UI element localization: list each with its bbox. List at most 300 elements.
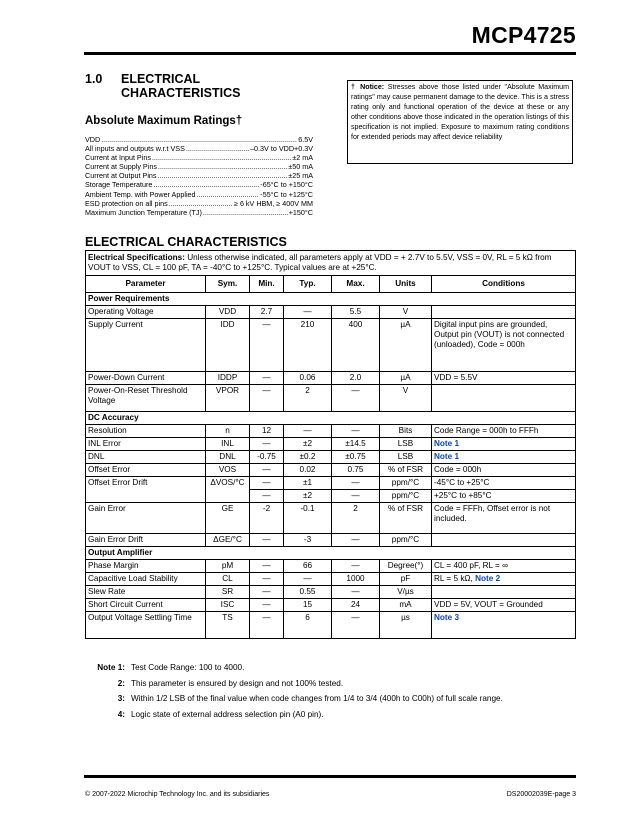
typ-cell — [284, 503, 332, 534]
conditions-cell — [432, 534, 576, 547]
leader-dots — [186, 144, 249, 153]
cell-text: Short Circuit Current — [88, 600, 163, 609]
table-row — [86, 560, 576, 573]
cell-text: — — [351, 426, 360, 435]
abs-max-label: All inputs and outputs w.r.t VSS — [85, 144, 185, 154]
max-cell — [332, 560, 380, 573]
typ-cell — [284, 425, 332, 438]
group-title: Power Requirements — [86, 293, 576, 306]
note-link[interactable]: Note 1 — [434, 452, 460, 461]
param-cell — [86, 560, 206, 573]
cell-text: % of FSR — [387, 504, 424, 513]
notice-text: Stresses above those listed under "Absolute Maximum ratings" may cause permanent damage to the device. This is a stress rating only and functional operation of the device at these or any other conditions above those indicated in the operation listings of this specification is not implied. Exposure to maximum rating conditions for extended periods may affect device reliability — [351, 83, 569, 141]
cell-text: Code = FFFh, Offset error is not included. — [434, 504, 551, 523]
conditions-cell — [432, 451, 576, 464]
cell-text: Gain Error Drift — [88, 535, 144, 544]
cell-text: — — [262, 535, 271, 544]
cell-text: VDD — [218, 307, 237, 316]
symbol-cell — [206, 612, 250, 639]
table-row — [86, 477, 576, 490]
leader-dots — [169, 199, 233, 208]
cell-text: % of FSR — [387, 465, 424, 474]
cell-text: 15 — [302, 600, 313, 609]
min-cell — [250, 477, 284, 490]
units-cell — [380, 464, 432, 477]
cell-text: GE — [221, 504, 234, 513]
max-cell — [332, 612, 380, 639]
cell-text: pM — [221, 561, 234, 570]
abs-max-item — [85, 180, 313, 189]
abs-max-value: -55°C to +125°C — [260, 189, 313, 199]
cell-text: ±0.2 — [299, 452, 316, 461]
cell-text: ±14.5 — [345, 439, 366, 448]
cell-text: V — [402, 307, 409, 316]
symbol-cell — [206, 477, 250, 503]
abs-max-label: Maximum Junction Temperature (TJ) — [85, 207, 202, 217]
electrical-characteristics-table — [85, 250, 576, 639]
col-header: Min. — [250, 276, 284, 293]
cell-text: ppm/°C — [391, 478, 420, 487]
leader-dots — [203, 208, 288, 217]
param-cell — [86, 451, 206, 464]
group-title: Output Amplifier — [86, 547, 576, 560]
units-cell — [380, 425, 432, 438]
table-row — [86, 385, 576, 412]
symbol-cell — [206, 372, 250, 385]
typ-cell — [284, 612, 332, 639]
abs-max-item — [85, 171, 313, 180]
col-header: Typ. — [284, 276, 332, 293]
footer-copyright: © 2007-2022 Microchip Technology Inc. and its subsidiaries — [85, 791, 270, 798]
param-cell — [86, 438, 206, 451]
abs-max-item — [85, 135, 313, 144]
cell-text: 0.55 — [299, 587, 316, 596]
min-cell — [250, 451, 284, 464]
param-cell — [86, 306, 206, 319]
cell-text: 5.5 — [349, 307, 362, 316]
section-heading — [85, 72, 281, 100]
note-item — [85, 676, 503, 692]
note-item — [85, 707, 503, 723]
note-link[interactable]: Note 1 — [434, 439, 460, 448]
leader-dots — [152, 153, 291, 162]
table-row — [86, 573, 576, 586]
cell-text: — — [262, 478, 271, 487]
spec-note — [86, 251, 576, 276]
max-cell — [332, 319, 380, 372]
symbol-cell — [206, 451, 250, 464]
col-header: Conditions — [432, 276, 576, 293]
note-link[interactable]: Note 3 — [434, 613, 460, 622]
min-cell — [250, 438, 284, 451]
cell-text: — — [303, 307, 312, 316]
cell-text: V/µs — [397, 587, 414, 596]
min-cell — [250, 586, 284, 599]
cell-text: VDD = 5V, VOUT = Grounded — [434, 600, 543, 609]
typ-cell — [284, 306, 332, 319]
cell-text: — — [262, 373, 271, 382]
max-cell — [332, 573, 380, 586]
conditions-cell — [432, 464, 576, 477]
param-cell — [86, 503, 206, 534]
cell-text: Phase Margin — [88, 561, 139, 570]
notice-label: † Notice: — [351, 83, 385, 91]
min-cell — [250, 464, 284, 477]
abs-max-value: ±25 mA — [288, 171, 313, 181]
header-rule — [84, 52, 576, 55]
symbol-cell — [206, 464, 250, 477]
param-cell — [86, 372, 206, 385]
cell-text: 2 — [353, 504, 358, 513]
param-cell — [86, 599, 206, 612]
abs-max-item — [85, 144, 313, 153]
conditions-cell — [432, 612, 576, 639]
cell-text: +25°C to +85°C — [434, 491, 492, 500]
conditions-cell — [432, 372, 576, 385]
units-cell — [380, 385, 432, 412]
cell-text: — — [262, 574, 271, 583]
cell-text: CL = 400 pF, RL = ∞ — [434, 561, 508, 570]
cell-text: — — [303, 574, 312, 583]
cell-text: µs — [401, 613, 410, 622]
cell-text: -3 — [303, 535, 312, 544]
cell-text: V — [402, 386, 409, 395]
cell-text: — — [351, 491, 360, 500]
cell-text: ppm/°C — [391, 535, 420, 544]
units-cell — [380, 438, 432, 451]
param-cell — [86, 612, 206, 639]
cell-text: — — [351, 535, 360, 544]
footer-page: DS20002039E-page 3 — [506, 791, 576, 798]
cell-text: — — [351, 386, 360, 395]
conditions-cell — [432, 560, 576, 573]
group-title: DC Accuracy — [86, 412, 576, 425]
conditions-cell — [432, 319, 576, 372]
section-number: 1.0 — [85, 72, 103, 86]
min-cell — [250, 319, 284, 372]
cell-text: Slew Rate — [88, 587, 126, 596]
cell-text: IDD — [220, 320, 235, 329]
cell-text: — — [262, 561, 271, 570]
cell-text: Offset Error Drift — [88, 478, 148, 487]
cell-text: Output Voltage Settling Time — [88, 613, 192, 622]
conditions-cell — [432, 385, 576, 412]
cell-text: 2.7 — [260, 307, 273, 316]
cell-text: CL — [222, 574, 233, 583]
typ-cell — [284, 599, 332, 612]
cell-text: µA — [400, 320, 411, 329]
table-row — [86, 503, 576, 534]
cell-text: — — [262, 587, 271, 596]
cell-text: 66 — [302, 561, 313, 570]
cell-text: DNL — [219, 452, 236, 461]
leader-dots — [197, 190, 260, 199]
param-cell — [86, 385, 206, 412]
units-cell — [380, 372, 432, 385]
max-cell — [332, 477, 380, 490]
min-cell — [250, 560, 284, 573]
cell-text: — — [351, 587, 360, 596]
note-number: 2: — [117, 678, 125, 688]
leader-dots — [101, 135, 297, 144]
leader-dots — [158, 162, 287, 171]
symbol-cell — [206, 503, 250, 534]
cell-text: — — [262, 491, 271, 500]
cell-text: Capacitive Load Stability — [88, 574, 178, 583]
units-cell — [380, 612, 432, 639]
cell-text: 2 — [305, 386, 310, 395]
cell-text: 0.02 — [299, 465, 316, 474]
typ-cell — [284, 477, 332, 490]
max-cell — [332, 534, 380, 547]
note-text: Within 1/2 LSB of the final value when code changes from 1/4 to 3/4 (400h to C00h) of full scale range. — [131, 694, 503, 703]
symbol-cell — [206, 438, 250, 451]
table-row — [86, 451, 576, 464]
group-row — [86, 412, 576, 425]
cell-text: -0.75 — [257, 452, 276, 461]
cell-text: Power-On-Reset Threshold Voltage — [88, 386, 188, 405]
cell-text: — — [262, 465, 271, 474]
abs-max-label: Current at Supply Pins — [85, 162, 157, 172]
conditions-cell — [432, 306, 576, 319]
cell-text: ±1 — [302, 478, 313, 487]
cell-text: VDD = 5.5V — [434, 373, 478, 382]
cell-text: ±0.75 — [345, 452, 366, 461]
units-cell — [380, 306, 432, 319]
max-cell — [332, 451, 380, 464]
typ-cell — [284, 451, 332, 464]
cell-text: ISC — [220, 600, 235, 609]
min-cell — [250, 612, 284, 639]
units-cell — [380, 477, 432, 490]
note-text: This parameter is ensured by design and not 100% tested. — [131, 678, 344, 688]
min-cell — [250, 503, 284, 534]
table-row — [86, 464, 576, 477]
cell-text: INL Error — [88, 439, 121, 448]
cell-text: — — [262, 439, 271, 448]
param-cell — [86, 586, 206, 599]
table-row — [86, 599, 576, 612]
spec-label: Electrical Specifications: — [88, 253, 185, 262]
table-row — [86, 306, 576, 319]
units-cell — [380, 599, 432, 612]
cell-text: ΔGE/°C — [213, 535, 242, 544]
symbol-cell — [206, 385, 250, 412]
cell-text: — — [262, 600, 271, 609]
typ-cell — [284, 372, 332, 385]
max-cell — [332, 503, 380, 534]
param-cell — [86, 464, 206, 477]
units-cell — [380, 560, 432, 573]
cell-text: IDDP — [217, 373, 238, 382]
conditions-cell — [432, 599, 576, 612]
cell-text: 210 — [300, 320, 315, 329]
cell-text: Offset Error — [88, 465, 131, 474]
min-cell — [250, 385, 284, 412]
table-row — [86, 586, 576, 599]
cell-text: 24 — [350, 600, 361, 609]
max-cell — [332, 306, 380, 319]
note-item — [85, 691, 503, 707]
note-number: Note 1: — [97, 663, 125, 672]
cell-text: Gain Error — [88, 504, 126, 513]
cell-text: Bits — [398, 426, 413, 435]
param-cell — [86, 477, 206, 503]
abs-max-label: Current at Output Pins — [85, 171, 157, 181]
param-cell — [86, 425, 206, 438]
note-item — [85, 660, 503, 676]
abs-max-value: –0.3V to VDD+0.3V — [250, 144, 313, 154]
max-cell — [332, 438, 380, 451]
typ-cell — [284, 464, 332, 477]
abs-max-label: ESD protection on all pins — [85, 198, 168, 208]
cell-text: SR — [221, 587, 234, 596]
symbol-cell — [206, 306, 250, 319]
cell-text: Resolution — [88, 426, 127, 435]
cell-text: n — [225, 426, 230, 435]
cell-text: Code Range = 000h to FFFh — [434, 426, 539, 435]
cell-text: -45°C to +25°C — [434, 478, 490, 487]
cell-text: Degree(°) — [387, 561, 424, 570]
cell-text: — — [262, 320, 271, 329]
abs-max-label: VDD — [85, 135, 101, 144]
section-title: ELECTRICAL CHARACTERISTICS — [121, 72, 241, 100]
units-cell — [380, 490, 432, 503]
cell-text: pF — [400, 574, 411, 583]
symbol-cell — [206, 560, 250, 573]
cell-text: -0.1 — [300, 504, 315, 513]
cell-text: mA — [399, 600, 412, 609]
condition-text: RL = 5 kΩ, — [434, 574, 473, 583]
cell-text: Digital input pins are grounded, Output pin (VOUT) is not connected (unloaded), Code = 000h — [434, 320, 565, 349]
cell-text: 12 — [261, 426, 272, 435]
abs-max-value: ≥ 6 kV HBM, ≥ 400V MM — [234, 198, 313, 208]
conditions-cell — [432, 425, 576, 438]
cell-text: 0.75 — [347, 465, 364, 474]
cell-text: VPOR — [215, 386, 240, 395]
max-cell — [332, 425, 380, 438]
min-cell — [250, 425, 284, 438]
conditions-cell — [432, 477, 576, 490]
cell-text: ΔVOS/°C — [210, 478, 245, 487]
cell-text: 2.0 — [349, 373, 362, 382]
typ-cell — [284, 490, 332, 503]
abs-max-label: Ambient Temp. with Power Applied — [85, 189, 196, 199]
footer-rule — [84, 775, 576, 778]
cell-text: ±2 — [302, 491, 313, 500]
abs-max-value: -65°C to +150°C — [260, 180, 313, 190]
abs-max-heading: Absolute Maximum Ratings† — [85, 115, 243, 127]
symbol-cell — [206, 586, 250, 599]
notes-list — [85, 660, 503, 722]
typ-cell — [284, 560, 332, 573]
symbol-cell — [206, 319, 250, 372]
max-cell — [332, 385, 380, 412]
note-number: 4: — [117, 709, 125, 719]
ec-heading: ELECTRICAL CHARACTERISTICS — [85, 235, 287, 249]
abs-max-item — [85, 190, 313, 199]
param-cell — [86, 534, 206, 547]
symbol-cell — [206, 573, 250, 586]
note-number: 3: — [117, 694, 125, 703]
leader-dots — [153, 180, 259, 189]
table-header-row — [86, 276, 576, 293]
table-row — [86, 425, 576, 438]
cell-text: — — [351, 613, 360, 622]
symbol-cell — [206, 534, 250, 547]
conditions-cell — [432, 503, 576, 534]
min-cell — [250, 573, 284, 586]
table-row — [86, 438, 576, 451]
col-header: Max. — [332, 276, 380, 293]
cell-text: INL — [221, 439, 234, 448]
group-row — [86, 293, 576, 306]
cell-text: Operating Voltage — [88, 307, 154, 316]
table-row — [86, 612, 576, 639]
max-cell — [332, 599, 380, 612]
cell-text: 6 — [305, 613, 310, 622]
typ-cell — [284, 573, 332, 586]
cell-text: ±2 — [302, 439, 313, 448]
conditions-cell — [432, 586, 576, 599]
abs-max-label: Current at Input Pins — [85, 153, 151, 163]
min-cell — [250, 372, 284, 385]
cell-text: — — [262, 386, 271, 395]
table-row — [86, 372, 576, 385]
cell-text: 0.06 — [299, 373, 316, 382]
units-cell — [380, 319, 432, 372]
symbol-cell — [206, 599, 250, 612]
cell-text: LSB — [397, 439, 414, 448]
conditions-cell — [432, 490, 576, 503]
col-header: Sym. — [206, 276, 250, 293]
cell-text: TS — [222, 613, 233, 622]
param-cell — [86, 573, 206, 586]
note-link[interactable]: Note 2 — [475, 574, 501, 583]
cell-text: 400 — [348, 320, 363, 329]
col-header: Units — [380, 276, 432, 293]
abs-max-item — [85, 208, 313, 217]
cell-text: -2 — [262, 504, 271, 513]
units-cell — [380, 451, 432, 464]
cell-text: — — [262, 613, 271, 622]
cell-text: ppm/°C — [391, 491, 420, 500]
group-row — [86, 547, 576, 560]
cell-text: DNL — [88, 452, 105, 461]
abs-max-value: ±50 mA — [288, 162, 313, 172]
cell-text: Supply Current — [88, 320, 143, 329]
min-cell — [250, 599, 284, 612]
abs-max-list — [85, 135, 313, 217]
min-cell — [250, 534, 284, 547]
min-cell — [250, 306, 284, 319]
col-header: Parameter — [86, 276, 206, 293]
leader-dots — [158, 171, 288, 180]
abs-max-item — [85, 199, 313, 208]
cell-text: — — [303, 426, 312, 435]
conditions-cell — [432, 438, 576, 451]
spec-text: Unless otherwise indicated, all parameters apply at VDD = + 2.7V to 5.5V, VSS = 0V, RL = 5 kΩ from VOUT to VSS, CL = 100 pF, TA = -40°C to +125°C. Typical values are at +25°C. — [88, 253, 552, 272]
max-cell — [332, 372, 380, 385]
max-cell — [332, 464, 380, 477]
cell-text: µA — [400, 373, 411, 382]
cell-text: VOS — [218, 465, 237, 474]
cell-text: LSB — [397, 452, 414, 461]
table-row — [86, 319, 576, 372]
note-text: Test Code Range: 100 to 4000. — [131, 663, 245, 672]
units-cell — [380, 586, 432, 599]
units-cell — [380, 503, 432, 534]
